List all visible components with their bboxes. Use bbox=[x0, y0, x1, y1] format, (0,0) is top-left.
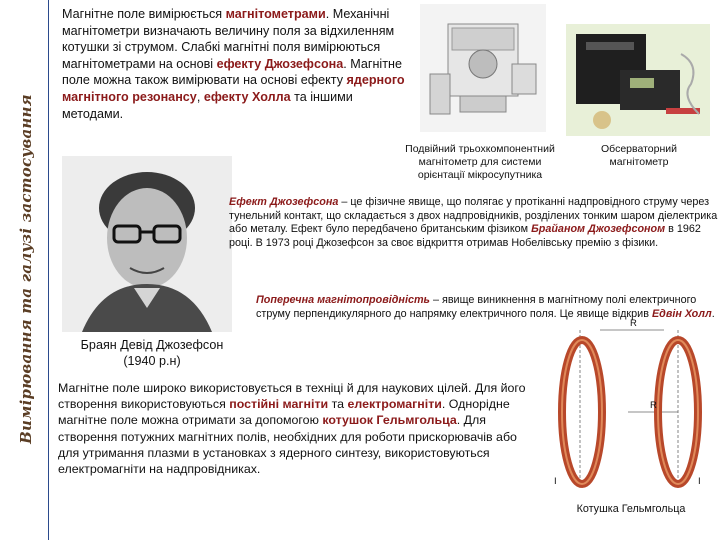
text: . Однорідне магнітне поле можна отримати за допомогою bbox=[58, 397, 510, 428]
text: , bbox=[196, 89, 204, 104]
label-I-left: I bbox=[554, 476, 557, 487]
keyword-edwin-hall: Едвін Холл bbox=[651, 307, 712, 320]
portrait-illustration bbox=[62, 156, 232, 332]
side-title: Вимірювання та галузі застосування bbox=[17, 94, 35, 444]
helmholtz-caption: Котушка Гельмгольца bbox=[576, 503, 686, 515]
keyword-electromagnets: електромагніти bbox=[347, 397, 442, 412]
keyword-magnetometers: магнітометрами bbox=[225, 7, 326, 21]
text: Магнітне поле широко використовується в техніці й для наукових цілей. Для його створення використовуються bbox=[58, 381, 526, 412]
intro-paragraph bbox=[62, 6, 412, 122]
magnetometer-illustration bbox=[420, 4, 546, 132]
josephson-years: (1940 р.н) bbox=[123, 354, 181, 368]
text: Магнітне поле вимірюється bbox=[62, 7, 226, 21]
text: . bbox=[711, 307, 715, 320]
text: . Магнітне поле можна також вимірювати на основі ефекту bbox=[62, 56, 402, 88]
text: . Для створення потужних магнітних полів, необхідних для роботи прискорювачів або для утримання плазми в установках з ядерного синтезу, використовуються електромагніти на надпровідниках. bbox=[58, 413, 517, 477]
keyword-permanent-magnets: постійні магніти bbox=[229, 397, 329, 412]
text: в 1962 році. В 1973 році Джозефсон за своє відкриття отримав Нобелівську премію з фізики. bbox=[229, 223, 701, 249]
keyword-helmholtz-coils: котушок Гельмгольца bbox=[322, 413, 457, 428]
magnetometer-caption: Подвійний трьохкомпонентний магнітометр для системи орієнтації мікросупутника bbox=[405, 143, 555, 181]
text: та bbox=[328, 397, 348, 412]
text: та іншими методами. bbox=[62, 89, 353, 121]
keyword-hall-effect: ефекту Холла bbox=[203, 89, 291, 104]
divider-line bbox=[48, 0, 49, 540]
keyword-josephson-effect: ефекту Джозефсона bbox=[216, 56, 344, 71]
helmholtz-coil-illustration bbox=[550, 326, 716, 496]
josephson-effect-paragraph bbox=[229, 196, 719, 250]
keyword-brian-josephson: Брайаном Джозефсоном bbox=[531, 223, 666, 236]
josephson-name: Браян Девід Джозефсон bbox=[80, 338, 224, 352]
label-I-right: I bbox=[698, 476, 701, 487]
josephson-portrait bbox=[62, 156, 232, 332]
side-bar bbox=[0, 0, 48, 540]
magnetometer-photo bbox=[420, 4, 546, 132]
keyword-nmr: ядерного магнітного резонансу bbox=[62, 73, 405, 104]
text: . Механічні магнітометри визначають величину поля за відхиленням котушки зі струмом. Слабкі магнітні поля вимірюються магнітометрами на основі bbox=[62, 7, 395, 71]
label-R-mid: R bbox=[650, 400, 657, 411]
observatory-caption: Обсерваторний магнітометр bbox=[601, 143, 677, 168]
observatory-magnetometer-photo bbox=[566, 24, 710, 136]
applications-paragraph bbox=[58, 380, 538, 477]
hall-effect-paragraph bbox=[256, 294, 716, 321]
text: – явище виникнення в магнітному полі електричного струму перпендикулярного до напрямку електричного поля. Це явище відкрив bbox=[256, 294, 697, 320]
observatory-illustration bbox=[566, 24, 710, 136]
helmholtz-coil-figure bbox=[550, 318, 716, 496]
keyword-transverse-magnetoconductivity: Поперечна магнітопровідність bbox=[256, 294, 430, 306]
text: – це фізичне явище, що полягає у протіканні надпровідного струму через тунельний контакт, що складається з двох надпровідників, розділених тонким шаром діелектрика або металу. Ефект було передбачено британським фізиком bbox=[229, 196, 718, 236]
keyword-josephson-effect: Ефект Джозефсона bbox=[229, 196, 339, 208]
label-R-top: R bbox=[630, 318, 637, 329]
